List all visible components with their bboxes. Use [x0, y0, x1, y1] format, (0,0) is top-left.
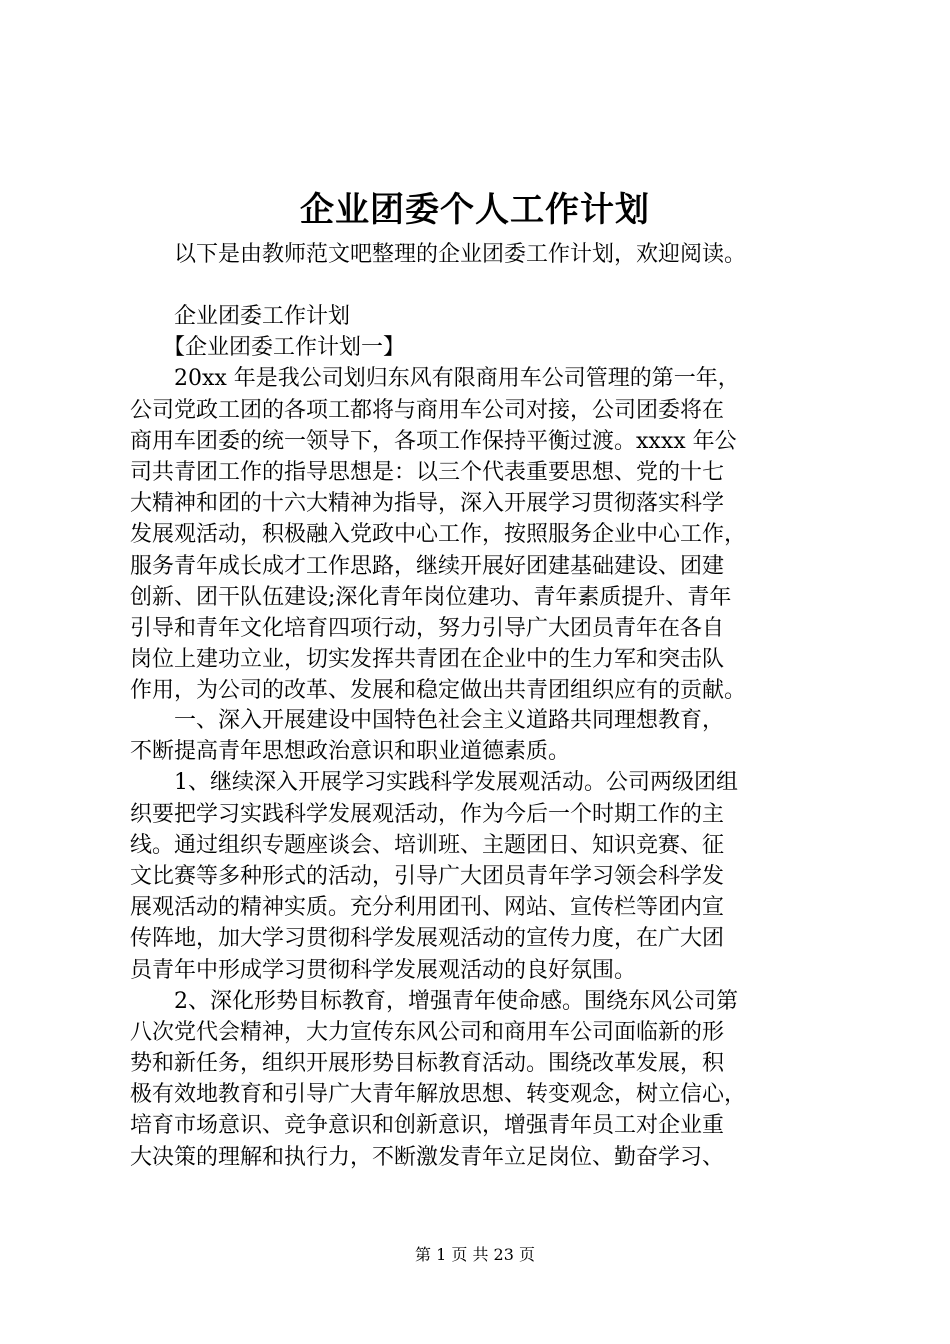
section-paragraphs: [130, 705, 850, 1173]
text-line: 传阵地，加大学习贯彻科学发展观活动的宣传力度，在广大团: [130, 926, 725, 952]
text-line: 岗位上建功立业，切实发挥共青团在企业中的生力军和突击队: [130, 647, 725, 673]
text-line: 织要把学习实践科学发展观活动，作为今后一个时期工作的主: [130, 801, 725, 827]
text-line: 司共青团工作的指导思想是：以三个代表重要思想、党的十七: [130, 459, 725, 485]
section-heading: 一、深入开展建设中国特色社会主义道路共同理想教育，: [130, 708, 725, 733]
page-footer: 第 1 页 共 23 页: [415, 1245, 535, 1264]
text-line: 作用，为公司的改革、发展和稳定做出共青团组织应有的贡献。: [130, 678, 747, 704]
text-line: 大精神和团的十六大精神为指导，深入开展学习贯彻落实科学: [130, 491, 725, 517]
document-title: 企业团委个人工作计划: [300, 190, 650, 230]
text-line: 公司党政工团的各项工都将与商用车公司对接，公司团委将在: [130, 397, 725, 423]
text-line: 大决策的理解和执行力，不断激发青年立足岗位、勤奋学习、: [130, 1144, 725, 1170]
text-line: 创新、团干队伍建设;深化青年岗位建功、青年素质提升、青年: [130, 584, 732, 610]
text-line: 发展观活动，积极融入党政中心工作，按照服务企业中心工作，: [130, 522, 747, 548]
text-line: 文比赛等多种形式的活动，引导广大团员青年学习领会科学发: [130, 863, 725, 889]
text-line: 培育市场意识、竞争意识和创新意识，增强青年员工对企业重: [130, 1113, 725, 1139]
section-heading: 企业团委工作计划: [130, 304, 351, 329]
text-line: 极有效地教育和引导广大青年解放思想、转变观念，树立信心，: [130, 1082, 747, 1108]
text-line: 八次党代会精神，大力宣传东风公司和商用车公司面临新的形: [130, 1019, 725, 1045]
text-line: 商用车团委的统一领导下，各项工作保持平衡过渡。xxxx 年公: [130, 428, 737, 454]
text-line: 1、继续深入开展学习实践科学发展观活动。公司两级团组: [130, 770, 738, 796]
text-line: 服务青年成长成才工作思路，继续开展好团建基础建设、团建: [130, 553, 725, 579]
text-line: 以下是由教师范文吧整理的企业团委工作计划，欢迎阅读。: [130, 242, 747, 267]
plan-heading: 【企业团委工作计划一】: [130, 335, 406, 361]
text-line: 员青年中形成学习贯彻科学发展观活动的良好氛围。: [130, 957, 637, 983]
text-line: 2、深化形势目标教育，增强青年使命感。围绕东风公司第: [130, 988, 738, 1014]
text-line: 势和新任务，组织开展形势目标教育活动。围绕改革发展，积: [130, 1051, 725, 1077]
text-line: 引导和青年文化培育四项行动，努力引导广大团员青年在各自: [130, 615, 725, 641]
text-line: 不断提高青年思想政治意识和职业道德素质。: [130, 739, 571, 765]
intro-paragraph: [130, 239, 850, 270]
text-line: 线。通过组织专题座谈会、培训班、主题团日、知识竞赛、征: [130, 832, 725, 858]
text-line: 20xx 年是我公司划归东风有限商用车公司管理的第一年，: [130, 366, 740, 392]
main-paragraph: [130, 301, 850, 706]
text-line: 展观活动的精神实质。充分利用团刊、网站、宣传栏等团内宣: [130, 895, 725, 921]
